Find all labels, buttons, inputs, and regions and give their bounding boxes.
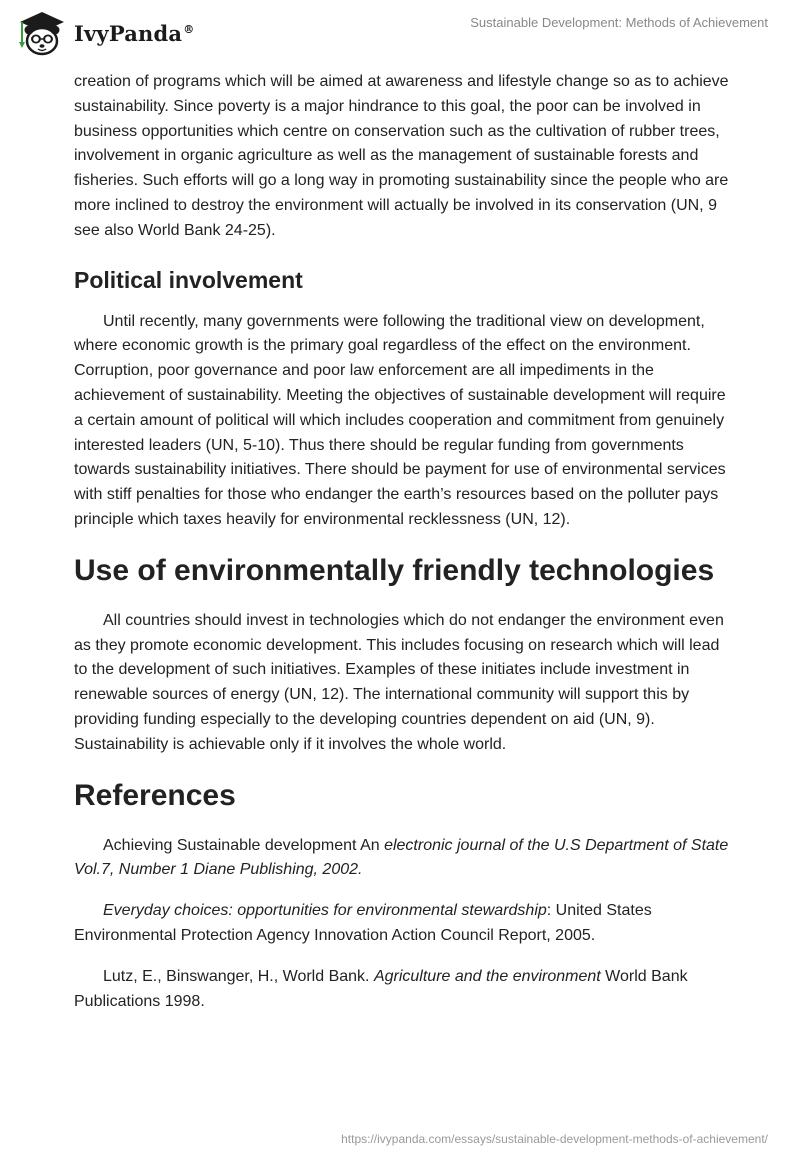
reference-item: Achieving Sustainable development An electronic journal of the U.S Department of State Vol.7, Number 1 Diane Publishing, 2002. bbox=[74, 836, 729, 879]
heading-friendly-technologies: Use of environmentally friendly technologies bbox=[74, 553, 715, 587]
reference-item: Lutz, E., Binswanger, H., World Bank. Agriculture and the environment World Bank Publications 1998. bbox=[74, 967, 688, 1010]
panda-graduate-icon bbox=[14, 8, 70, 58]
page-header bbox=[0, 0, 800, 70]
reference-item: Everyday choices: opportunities for environmental stewardship: United States Environmental Protection Agency Innovation Action Council Report, 2005. bbox=[74, 902, 652, 944]
political-paragraph: Until recently, many governments were following the traditional view on development, where economic growth is the primary goal regardless of the effect on the environment. Corruption, poor governance and poor law enforcement are all impediments in the achievement of sustainability. Meeting the objectives of sustainable development will require a certain amount of political will which includes cooperation and commitment from genuinely interested leaders (UN, 5-10). Thus there should be regular funding from governments towards sustainability initiatives. There should be payment for use of environmental services with stiff penalties for those who endanger the earth’s resources based on the polluter pays principle which taxes heavily for environmental recklessness (UN, 12). bbox=[74, 312, 726, 528]
heading-references: References bbox=[74, 778, 236, 812]
brand-name: IvyPanda® bbox=[74, 20, 195, 46]
intro-paragraph: creation of programs which will be aimed at awareness and lifestyle change so as to achieve sustainability. Since poverty is a major hindrance to this goal, the poor can be involved in business opportunities which centre on conservation such as the cultivation of rubber trees, involvement in organic agriculture as well as the management of sustainable forests and fisheries. Such efforts will go a long way in promoting sustainability since the people who are more inclined to destroy the environment will actually be involved in its conservation (UN, 9 see also World Bank 24-25). bbox=[74, 73, 729, 239]
source-url-link[interactable]: https://ivypanda.com/essays/sustainable-development-methods-of-achievement/ bbox=[341, 1132, 768, 1146]
heading-political-involvement: Political involvement bbox=[74, 266, 303, 293]
technologies-paragraph: All countries should invest in technologies which do not endanger the environment even as they promote economic development. This includes focusing on research which will lead to the development of such initiatives. Examples of these initiates include investment in renewable sources of energy (UN, 12). The international community will support this by providing funding especially to the developing countries dependent on aid (UN, 9). Sustainability is achievable only if it involves the whole world. bbox=[74, 611, 724, 753]
brand-logo[interactable] bbox=[14, 8, 194, 58]
essay-body bbox=[74, 70, 734, 1030]
document-title: Sustainable Development: Methods of Achievement bbox=[470, 15, 768, 30]
